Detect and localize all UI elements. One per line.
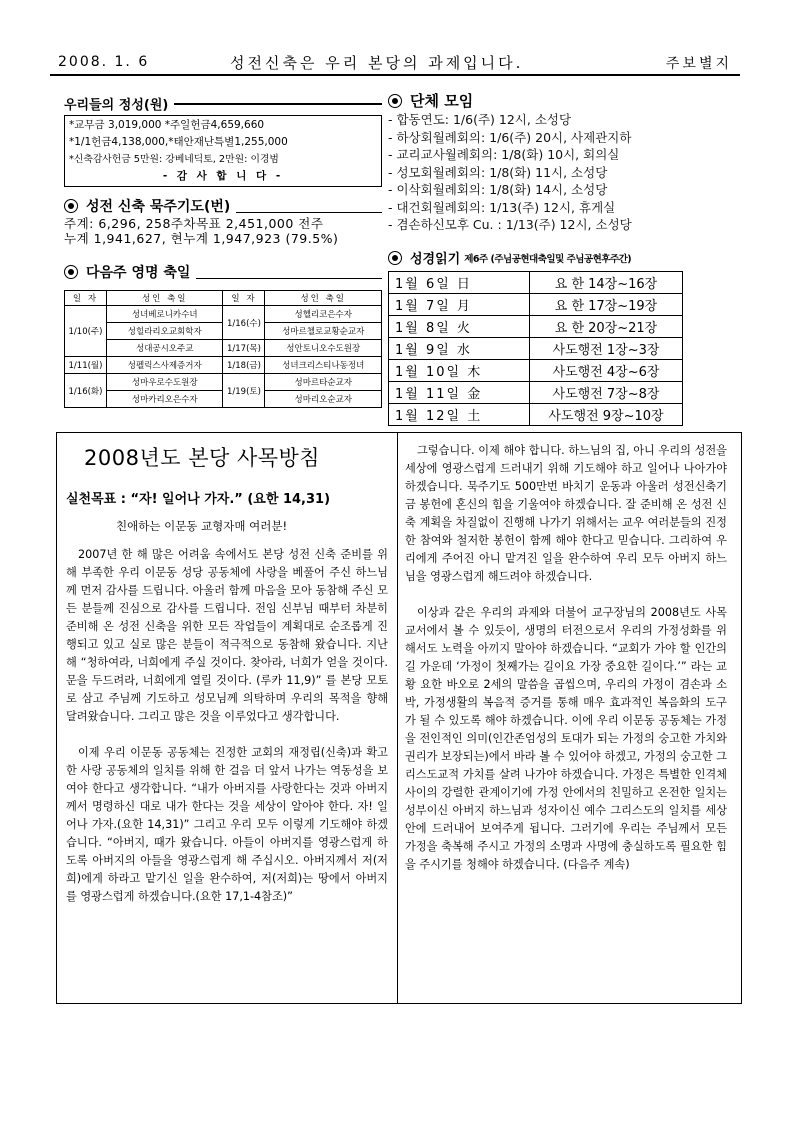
offering-line: *1/1헌금4,138,000,*태안재난특별1,255,000 <box>69 136 288 148</box>
bullet-icon <box>64 265 78 279</box>
article-right-column <box>405 442 727 874</box>
reading-passage: 사도행전 1장~3장 <box>530 338 683 360</box>
article-paragraph: 2007년 한 해 많은 어려움 속에서도 본당 성전 신축 준비를 위해 부족한 우리 이문동 성당 공동체에 사랑을 베풀어 주신 하느님께 먼저 감사를 드립니다. 아울러 함께 마음을 모아 동참해 주신 모든 분들께 진심으로 감사를 드립니다. 전임 신부님 때부터 차분히 준비해 온 성전 신축을 위한 모든 작업들이 계획대로 순조롭게 진행되고 있고 실로 많은 분들이 적극적으로 동참해 왔습니다. 지난해 “청하여라, 너희에게 주실 것이다. 찾아라, 너희가 얻을 것이다. 문을 두드려라, 너희에게 열릴 것이다. (루카 11,9)” 를 본당 모토로 삼고 주님께 기도하고 성모님께 의탁하며 우리의 목적을 향해 달려왔습니다. 그리고 많은 것을 이루었다고 생각합니다. <box>66 548 388 723</box>
reading-passage: 요 한 14장~16장 <box>530 272 683 294</box>
reading-date: 1월 12일 土 <box>389 404 530 426</box>
feast-heading <box>64 262 382 282</box>
feast-saint: 성마리오순교자 <box>265 391 382 408</box>
publication-name: 주보별지 <box>665 56 732 72</box>
groups-heading <box>388 90 718 111</box>
article-title: 2008년도 본당 사목방침 <box>84 446 321 470</box>
table-header: 성인 축일 <box>106 291 223 306</box>
offering-line: *신축감사헌금 5만원: 강베네딕토, 2만원: 이경범 <box>69 154 279 165</box>
reading-passage: 요 한 17장~19장 <box>530 294 683 316</box>
feast-saint: 성대공시오주교 <box>106 340 223 357</box>
table-row <box>389 294 683 316</box>
issue-date: 2008. 1. 6 <box>58 54 150 70</box>
feast-date: 1/17(목) <box>223 340 265 357</box>
bible-heading <box>388 248 688 267</box>
reading-date: 1월 11일 金 <box>389 382 530 404</box>
feast-date: 1/18(금) <box>223 357 265 374</box>
feast-date: 1/19(토) <box>223 374 265 408</box>
group-meeting-item: - 대건회월례회의: 1/13(주) 12시, 휴게실 <box>388 199 616 215</box>
bible-table <box>388 271 683 426</box>
reading-passage: 사도행전 4장~6장 <box>530 360 683 382</box>
group-meeting-item: - 이삭회월례회의: 1/8(화) 14시, 소성당 <box>388 182 608 197</box>
feast-date: 1/10(주) <box>65 306 107 357</box>
article-greeting: 친애하는 이문동 교형자매 여러분! <box>116 519 288 533</box>
rosary-heading <box>64 196 382 216</box>
reading-date: 1월 10일 木 <box>389 360 530 382</box>
page-header <box>50 50 740 76</box>
feast-saint: 성펠릭스사제증거자 <box>106 357 223 374</box>
feast-table <box>64 290 382 408</box>
feast-saint: 성마르타순교자 <box>265 374 382 391</box>
table-row <box>389 272 683 294</box>
reading-date: 1월 6일 日 <box>389 272 530 294</box>
offerings-box <box>64 115 382 187</box>
table-header: 성인 축일 <box>265 291 382 306</box>
table-row <box>389 338 683 360</box>
feast-saint: 성녀베로니카수녀 <box>106 306 223 323</box>
rosary-line: 주계: 6,296, 258주차목표 2,451,000 전주 <box>64 216 324 231</box>
rosary-line: 누계 1,941,627, 현누계 1,947,923 (79.5%) <box>64 231 339 246</box>
reading-passage: 사도행전 9장~10장 <box>530 404 683 426</box>
group-meeting-item: - 합동연도: 1/6(주) 12시, 소성당 <box>388 112 572 127</box>
offerings-thanks: - 감 사 합 니 다 - <box>162 170 284 182</box>
group-meeting-item: - 하상회월례회의: 1/6(주) 20시, 사제관지하 <box>388 129 632 145</box>
feast-saint: 성헬리코은수자 <box>265 306 382 323</box>
feast-saint: 성마르첼로교황순교자 <box>265 323 382 340</box>
feast-saint: 성힐라리오교회학자 <box>106 323 223 340</box>
article-left-column <box>66 546 388 906</box>
article-paragraph: 이제 우리 이문동 공동체는 진정한 교회의 재정립(신축)과 확고한 사랑 공동체의 일치를 위해 한 걸음 더 앞서 나가는 역동성을 보여야 한다고 생각합니다. “내가 아버지를 사랑한다는 것과 아버지께서 명령하신 대로 내가 한다는 것을 세상이 알아야 한다. 자! 일어나 가자.(요한 14,31)” 그리고 우리 모두 이렇게 기도해야 하겠습니다. “아버지, 때가 왔습니다. 아들이 아버지를 영광스럽게 하도록 아버지의 아들을 영광스럽게 해 주십시오. 아버지께서 저(저희)에게 하라고 맡기신 일을 완수하여, 저(저희)는 땅에서 아버지를 영광스럽게 하겠습니다.(요한 17,1-4참조)” <box>66 746 388 903</box>
table-header: 일 자 <box>223 291 265 306</box>
bullet-icon <box>64 199 78 213</box>
reading-passage: 사도행전 7장~8장 <box>530 382 683 404</box>
reading-passage: 요 한 20장~21장 <box>530 316 683 338</box>
feast-saint: 성녀크리스티나동정녀 <box>265 357 382 374</box>
reading-date: 1월 8일 火 <box>389 316 530 338</box>
bullet-icon <box>388 94 402 108</box>
offerings-section <box>64 94 382 187</box>
article-paragraph: 이상과 같은 우리의 과제와 더불어 교구장님의 2008년도 사목교서에서 볼 수 있듯이, 생명의 터전으로서 우리의 가정성화를 위해서도 노력을 아끼지 말아야 하겠습니다. “교회가 가야 할 인간의 길 가운데 ‘가정이 첫째가는 길이요 가장 중요한 길이다.’” 라는 교황 요한 바오로 2세의 말씀을 곱씹으며, 우리의 가정이 겸손과 소박, 가정생활의 복음적 증거를 통해 매우 효과적인 복음화의 도구가 될 수 있도록 해야 하겠습니다. 이에 우리 이문동 공동체는 가정을 전인적인 의미(인간존엄성의 토대가 되는 가정의 숭고한 가치와 권리가 보장되는)에서 바라 볼 수 있어야 하겠고, 가정의 숭고한 그리스도교적 가치를 살려 나가야 하겠습니다. 가정은 특별한 인격체 사이의 강렬한 관계이기에 가정 안에서의 친밀하고 온전한 일치는 성부이신 아버지 하느님과 성자이신 예수 그리스도의 일치를 세상 안에 드러내어 보여주게 됩니다. 그러기에 우리는 주님께서 모든 가정을 축복해 주시고 가정의 소명과 사명에 충실하도록 필요한 힘을 주시기를 청해야 하겠습니다. (다음주 계속) <box>405 606 727 871</box>
offerings-heading <box>64 94 382 113</box>
table-header: 일 자 <box>65 291 107 306</box>
feast-date: 1/11(월) <box>65 357 107 374</box>
group-meeting-item: - 겸손하신모후 Cu. : 1/13(주) 12시, 소성당 <box>388 217 632 232</box>
groups-section <box>388 90 718 234</box>
header-slogan: 성전신축은 우리 본당의 과제입니다. <box>230 54 524 72</box>
rosary-title: 성전 신축 묵주기도(번) <box>86 199 231 215</box>
feast-saint: 성마우로수도원장 <box>106 374 223 391</box>
feast-saint: 성안토니오수도원장 <box>265 340 382 357</box>
feast-date: 1/16(수) <box>223 306 265 340</box>
table-row <box>389 382 683 404</box>
offerings-title: 우리들의 정성(원) <box>64 98 169 113</box>
rosary-section <box>64 196 382 246</box>
bible-reading-section <box>388 248 688 426</box>
group-meeting-item: - 교리교사월례회의: 1/8(화) 10시, 회의실 <box>388 147 620 162</box>
feast-section <box>64 262 382 408</box>
groups-title: 단체 모임 <box>410 92 474 110</box>
article-paragraph: 그렇습니다. 이제 해야 합니다. 하느님의 집, 아니 우리의 성전을 세상에 영광스럽게 드러내기 위해 기도해야 하고 일어나 나아가야 하겠습니다. 묵주기도 500만번 바치기 운동과 아울러 성전신축기금 봉헌에 혼신의 힘을 기울여야 하겠습니다. 잘 준비해 온 성전 신축 계획을 차질없이 진행해 나가기 위해서는 교우 여러분들의 진정한 참여와 철저한 봉헌이 함께 해야 한다고 믿습니다. 그리하여 우리에게 주어진 아니 맡겨진 일을 완수하여 우리 모두 아버지 하느님을 영광스럽게 해드려야 하겠습니다. <box>405 444 727 583</box>
group-meeting-item: - 성모회월례회의: 1/8(화) 11시, 소성당 <box>388 164 608 180</box>
table-row <box>389 404 683 426</box>
bible-title: 성경읽기 <box>410 252 461 267</box>
reading-date: 1월 7일 月 <box>389 294 530 316</box>
column-divider <box>397 433 398 1003</box>
reading-date: 1월 9일 水 <box>389 338 530 360</box>
feast-saint: 성마카리오은수자 <box>106 391 223 408</box>
table-row <box>389 360 683 382</box>
bible-subtitle: 제6주 (주님공현대축일및 주님공현후주간) <box>464 253 632 265</box>
table-row <box>389 316 683 338</box>
offering-line: *교무금 3,019,000 *주일헌금4,659,660 <box>69 119 265 131</box>
bullet-icon <box>388 251 402 265</box>
feast-date: 1/16(화) <box>65 374 107 408</box>
article-motto: 실천목표 : “자! 일어나 가자.” (요한 14,31) <box>66 492 331 507</box>
feast-title: 다음주 영명 축일 <box>86 265 191 281</box>
